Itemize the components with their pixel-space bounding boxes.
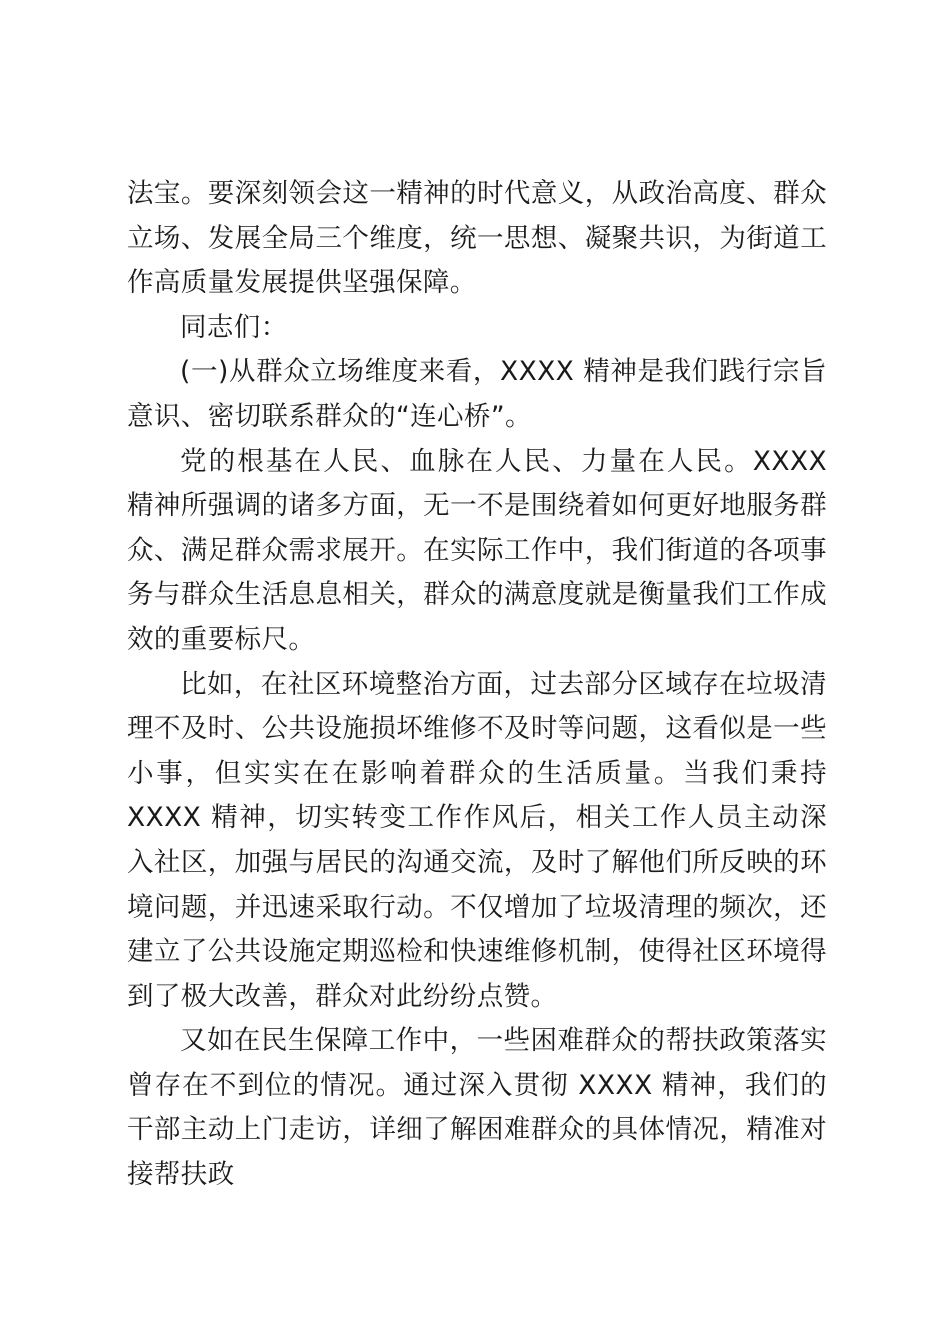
paragraph-people-foundation: 党的根基在人民、血脉在人民、力量在人民。XXXX 精神所强调的诸多方面，无一不是围绕着如何更好地服务群众、满足群众需求展开。在实际工作中，我们街道的各项事务与群众生活息息相关，群众的满意度就是衡量我们工作成效的重要标尺。 [127,445,827,655]
paragraph-salutation: 同志们： [180,311,288,343]
document-body [127,172,827,1198]
paragraph-livelihood-security: 又如在民生保障工作中，一些困难群众的帮扶政策落实曾存在不到位的情况。通过深入贯彻 XXXX 精神，我们的干部主动上门走访，详细了解困难群众的具体情况，精准对接帮扶政 [127,1025,827,1191]
paragraph-section-heading: (一)从群众立场维度来看，XXXX 精神是我们践行宗旨意识、密切联系群众的“连心桥”。 [127,356,827,432]
paragraph-intro-continuation: 法宝。要深刻领会这一精神的时代意义，从政治高度、群众立场、发展全局三个维度，统一思想、凝聚共识，为街道工作高质量发展提供坚强保障。 [127,178,827,299]
paragraph-community-environment: 比如，在社区环境整治方面，过去部分区域存在垃圾清理不及时、公共设施损坏维修不及时等问题，这看似是一些小事，但实实在在影响着群众的生活质量。当我们秉持 XXXX 精神，切实转变工作作风后，相关工作人员主动深入社区，加强与居民的沟通交流，及时了解他们所反映的环境问题，并迅速采取行动。不仅增加了垃圾清理的频次，还建立了公共设施定期巡检和快速维修机制，使得社区环境得到了极大改善，群众对此纷纷点赞。 [127,668,827,1012]
